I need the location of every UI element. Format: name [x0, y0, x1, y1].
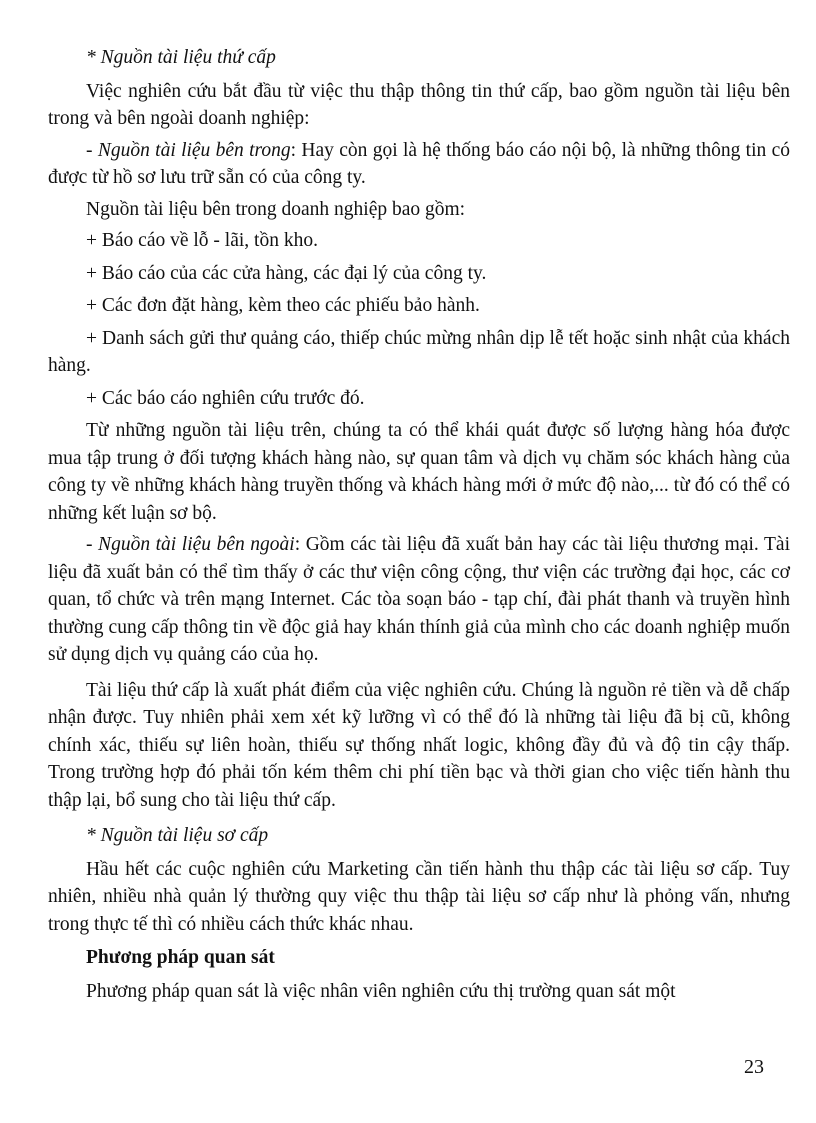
- internal-sources-paragraph: [48, 137, 790, 192]
- secondary-intro-paragraph: Việc nghiên cứu bắt đầu từ việc thu thập thông tin thứ cấp, bao gồm nguồn tài liệu bên trong và bên ngoài doanh nghiệp:: [48, 80, 790, 129]
- list-item: + Báo cáo của các cửa hàng, các đại lý của công ty.: [86, 262, 487, 284]
- list-item: + Các báo cáo nghiên cứu trước đó.: [86, 387, 365, 409]
- list-item: + Các đơn đặt hàng, kèm theo các phiếu bảo hành.: [86, 295, 480, 316]
- external-sources-text: : Gồm các tài liệu đã xuất bản hay các tài liệu thương mại. Tài liệu đã xuất bản có thể tìm thấy ở các thư viện công cộng, thư viện các trường đại học, các cơ quan, tổ chức và trên mạng Internet. Các tòa soạn báo - tạp chí, đài phát thanh và truyền hình thường cung cấp thông tin về độc giả hay khán thính giả của mình cho các doanh nghiệp muốn sử dụng dịch vụ quảng cáo của họ.: [48, 534, 790, 665]
- secondary-summary-paragraph: Tài liệu thứ cấp là xuất phát điểm của việc nghiên cứu. Chúng là nguồn rẻ tiền và dễ chấp nhận được. Tuy nhiên phải xem xét kỹ lưỡng vì có thể đó là những tài liệu đã bị cũ, không chính xác, thiếu sự liên hoàn, thiếu sự thống nhất logic, không đầy đủ và độ tin cậy thấp. Trong trường hợp đó phải tốn kém thêm chi phí tiền bạc và thời gian cho việc tiến hành thu thập lại, bổ sung cho tài liệu thứ cấp.: [48, 679, 790, 811]
- internal-sources-label: - Nguồn tài liệu bên trong: [86, 139, 291, 161]
- internal-sources-text: : Hay còn gọi là hệ thống báo cáo nội bộ, là những thông tin có được từ hồ sơ lưu trữ sẵn có của công ty.: [48, 139, 790, 188]
- external-sources-label: - Nguồn tài liệu bên ngoài: [86, 534, 295, 555]
- external-sources-paragraph: [48, 531, 790, 669]
- list-item: + Báo cáo về lỗ - lãi, tồn kho.: [86, 230, 318, 251]
- observation-method-paragraph: Phương pháp quan sát là việc nhân viên nghiên cứu thị trường quan sát một: [86, 980, 676, 1002]
- primary-sources-heading: * Nguồn tài liệu sơ cấp: [86, 825, 269, 846]
- page-body: [48, 44, 790, 1009]
- internal-list-intro: Nguồn tài liệu bên trong doanh nghiệp bao gồm:: [86, 198, 466, 220]
- list-item: + Danh sách gửi thư quảng cáo, thiếp chúc mừng nhân dịp lễ tết hoặc sinh nhật của khách hàng.: [48, 327, 790, 376]
- secondary-sources-heading: * Nguồn tài liệu thứ cấp: [86, 47, 276, 68]
- page-number: 23: [744, 1056, 764, 1078]
- observation-method-heading: Phương pháp quan sát: [86, 947, 275, 968]
- internal-summary-paragraph: Từ những nguồn tài liệu trên, chúng ta có thể khái quát được số lượng hàng hóa được mua tập trung ở đối tượng khách hàng nào, sự quan tâm và dịch vụ chăm sóc khách hàng của công ty về những khách hàng truyền thống và khách hàng mới ở mức độ nào,... từ đó có thể có những kết luận sơ bộ.: [48, 420, 790, 524]
- primary-sources-paragraph: Hầu hết các cuộc nghiên cứu Marketing cần tiến hành thu thập các tài liệu sơ cấp. Tuy nhiên, nhiều nhà quản lý thường quy việc thu thập tài liệu sơ cấp như là phỏng vấn, nhưng trong thực tế thì có nhiều cách thức khác nhau.: [48, 858, 790, 935]
